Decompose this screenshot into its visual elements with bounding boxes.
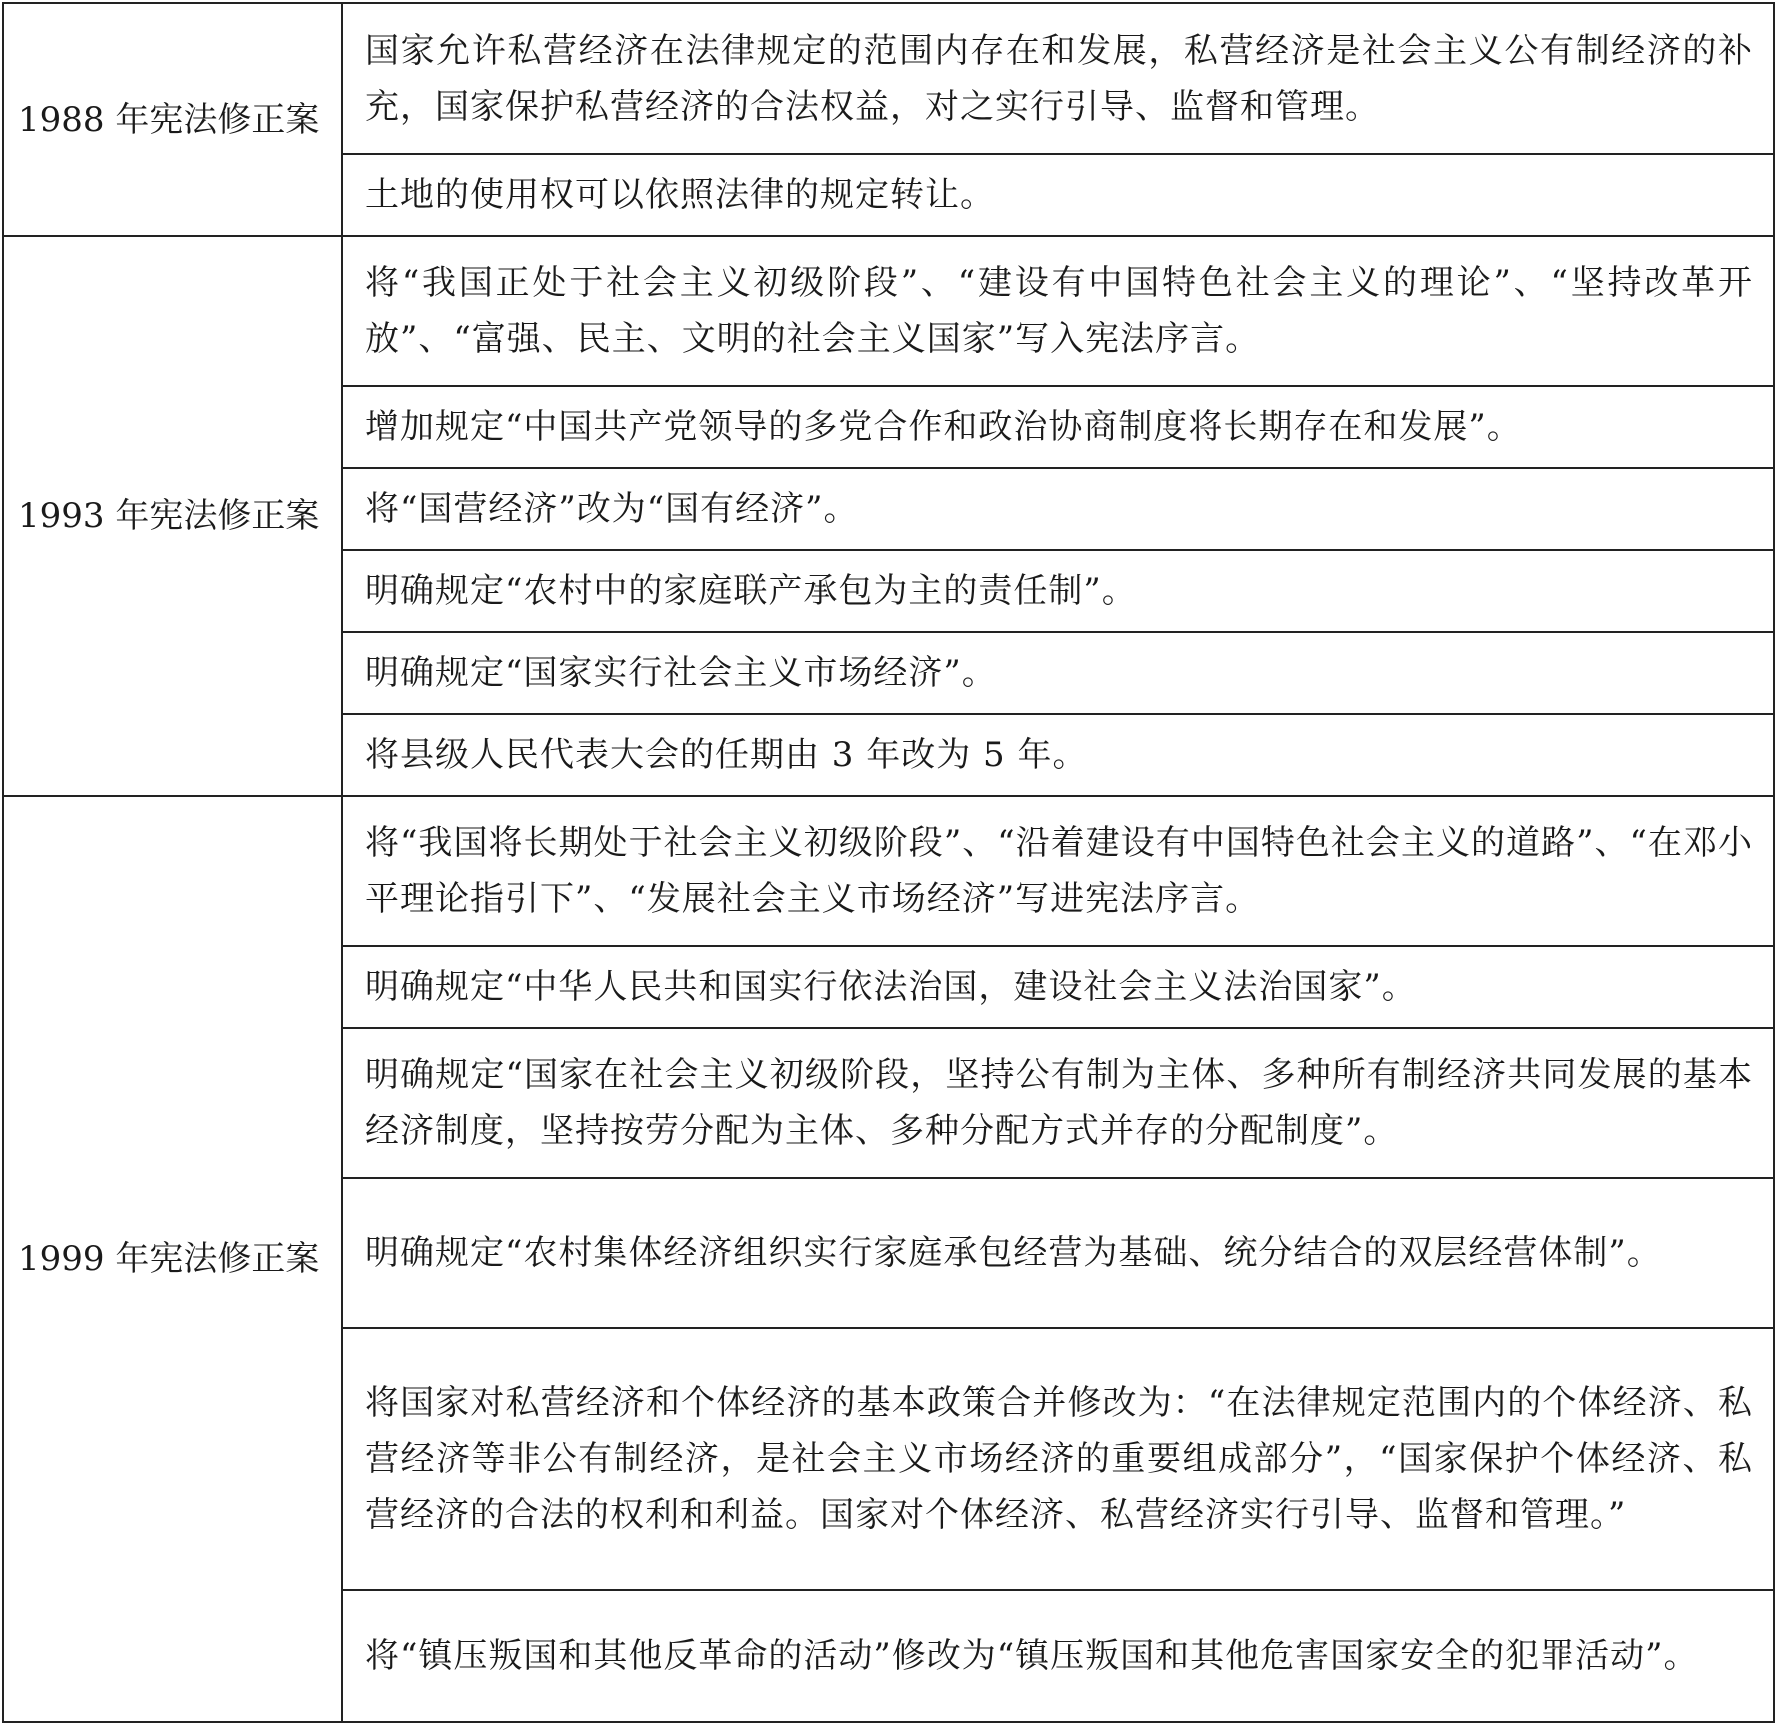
amendment-item: 明确规定“农村集体经济组织实行家庭承包经营为基础、统分结合的双层经营体制”。 [342, 1178, 1774, 1328]
amendment-item: 国家允许私营经济在法律规定的范围内存在和发展，私营经济是社会主义公有制经济的补充，国家保护私营经济的合法权益，对之实行引导、监督和管理。 [342, 3, 1774, 154]
amendment-item: 明确规定“中华人民共和国实行依法治国，建设社会主义法治国家”。 [342, 946, 1774, 1028]
year-cell-1999: 1999 年宪法修正案 [3, 796, 342, 1722]
table-row [3, 796, 1774, 946]
amendment-item: 明确规定“国家在社会主义初级阶段，坚持公有制为主体、多种所有制经济共同发展的基本经济制度，坚持按劳分配为主体、多种分配方式并存的分配制度”。 [342, 1028, 1774, 1178]
table-row [3, 3, 1774, 154]
amendment-item: 将“国营经济”改为“国有经济”。 [342, 468, 1774, 550]
amendment-item: 将县级人民代表大会的任期由 3 年改为 5 年。 [342, 714, 1774, 796]
amendment-item: 土地的使用权可以依照法律的规定转让。 [342, 154, 1774, 236]
year-cell-1993: 1993 年宪法修正案 [3, 236, 342, 796]
amendment-item: 将“我国正处于社会主义初级阶段”、“建设有中国特色社会主义的理论”、“坚持改革开放”、“富强、民主、文明的社会主义国家”写入宪法序言。 [342, 236, 1774, 386]
amendment-item: 将“我国将长期处于社会主义初级阶段”、“沿着建设有中国特色社会主义的道路”、“在邓小平理论指引下”、“发展社会主义市场经济”写进宪法序言。 [342, 796, 1774, 946]
amendment-item: 将国家对私营经济和个体经济的基本政策合并修改为：“在法律规定范围内的个体经济、私营经济等非公有制经济，是社会主义市场经济的重要组成部分”，“国家保护个体经济、私营经济的合法的权利和利益。国家对个体经济、私营经济实行引导、监督和管理。” [342, 1328, 1774, 1590]
amendment-item: 明确规定“国家实行社会主义市场经济”。 [342, 632, 1774, 714]
amendment-item: 明确规定“农村中的家庭联产承包为主的责任制”。 [342, 550, 1774, 632]
constitution-amendments-table [2, 2, 1775, 1723]
amendment-item: 增加规定“中国共产党领导的多党合作和政治协商制度将长期存在和发展”。 [342, 386, 1774, 468]
table-row [3, 236, 1774, 386]
year-cell-1988: 1988 年宪法修正案 [3, 3, 342, 236]
amendment-item: 将“镇压叛国和其他反革命的活动”修改为“镇压叛国和其他危害国家安全的犯罪活动”。 [342, 1590, 1774, 1722]
